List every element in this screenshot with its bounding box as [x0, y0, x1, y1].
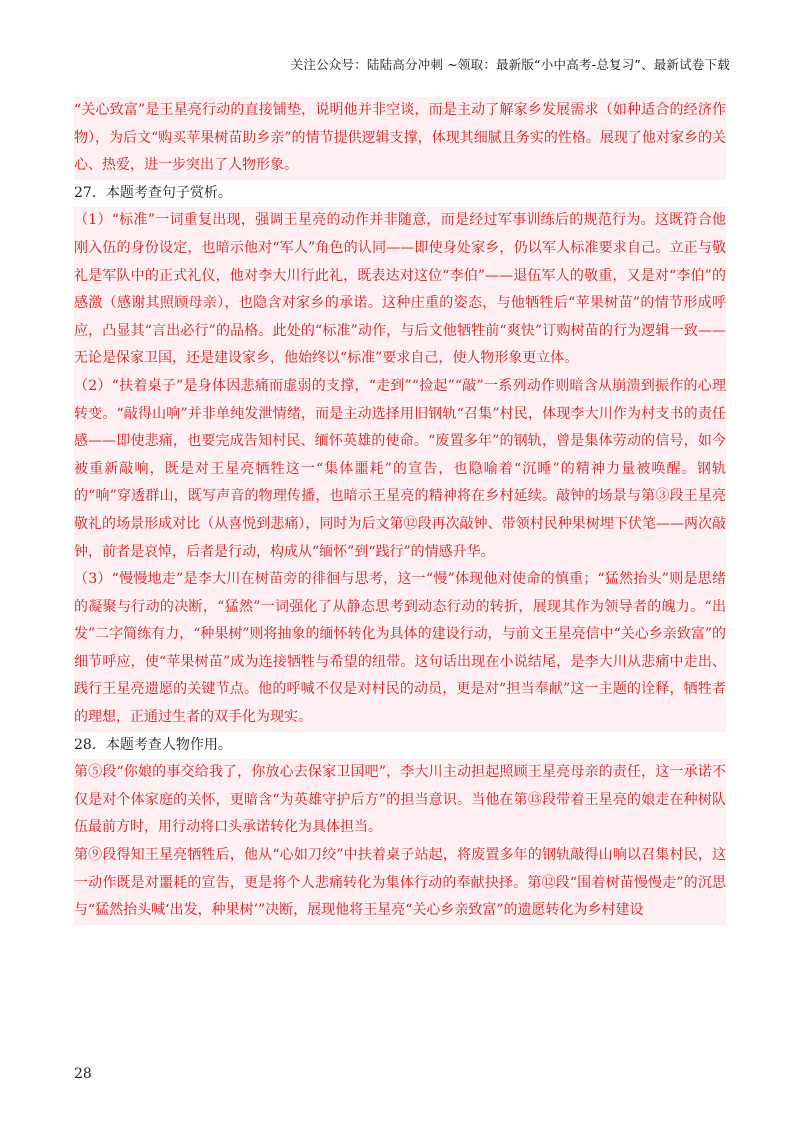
paragraph-27-part-1: （1）“标准”一词重复出现，强调王星亮的动作并非随意，而是经过军事训练后的规范行为。这既符合他刚入伍的身份设定，也暗示他对“军人”角色的认同——即使身处家乡，仍以军人标准要求自己。立正与敬礼是军队中的正式礼仪，他对李大川行此礼，既表达对这位“李伯”——退伍军人的敬重，又是对“李伯”的感激（感谢其照顾母亲），也隐含对家乡的承诺。这种庄重的姿态，与他牺牲后“苹果树苗”的情节形成呼应，凸显其“言出必行”的品格。此处的“标准”动作，与后文他牺牲前“爽快”订购树苗的行为逻辑一致——无论是保家卫国，还是建设家乡，他始终以“标准”要求自己，使人物形象更立体。 — [74, 207, 726, 373]
document-body — [74, 97, 726, 925]
heading-question-28: 28．本题考查人物作用。 — [74, 736, 232, 753]
paragraph-answer-26-end: “关心致富”是王星亮行动的直接铺垫，说明他并非空谈，而是主动了解家乡发展需求（如种适合的经济作物），为后文“购买苹果树苗助乡亲”的情节提供逻辑支撑，体现其细腻且务实的性格。展现了他对家乡的关心、热爱，进一步突出了人物形象。 — [74, 97, 726, 180]
page-number: 28 — [74, 1066, 92, 1082]
heading-question-27: 27．本题考查句子赏析。 — [74, 184, 232, 201]
page-header: 关注公众号：陆陆高分冲刺 ~领取：最新版“小中高考-总复习”、最新试卷下载 — [290, 57, 730, 72]
paragraph-27-part-3: （3）“慢慢地走”是李大川在树苗旁的徘徊与思考，这一“慢”体现他对使命的慎重；“猛然抬头”则是思绪的凝聚与行动的决断，“猛然”一词强化了从静态思考到动态行动的转折，展现其作为领导者的魄力。“出发”二字简练有力，“种果树”则将抽象的缅怀转化为具体的建设行动，与前文王星亮信中“关心乡亲致富”的细节呼应，使“苹果树苗”成为连接牺牲与希望的纽带。这句话出现在小说结尾，是李大川从悲痛中走出、践行王星亮遗愿的关键节点。他的呼喊不仅是对村民的动员，更是对“担当奉献”这一主题的诠释，牺牲者的理想，正通过生者的双手化为现实。 — [74, 566, 726, 732]
paragraph-28-part-1: 第⑤段“你娘的事交给我了，你放心去保家卫国吧”，李大川主动担起照顾王星亮母亲的责任，这一承诺不仅是对个体家庭的关怀，更暗含“为英雄守护后方”的担当意识。当他在第⑬段带着王星亮的娘走在种树队伍最前方时，用行动将口头承诺转化为具体担当。 — [74, 759, 726, 842]
paragraph-27-part-2: （2）“扶着桌子”是身体因悲痛而虚弱的支撑，“走到”“捡起”“敲”一系列动作则暗含从崩溃到振作的心理转变。“敲得山响”并非单纯发泄情绪，而是主动选择用旧钢轨“召集”村民，体现李大川作为村支书的责任感——即使悲痛，也要完成告知村民、缅怀英雄的使命。“废置多年”的钢轨，曾是集体劳动的信号，如今被重新敲响，既是对王星亮牺牲这一“集体噩耗”的宣告，也隐喻着“沉睡”的精神力量被唤醒。钢轨的“响”穿透群山，既写声音的物理传播，也暗示王星亮的精神将在乡村延续。敲钟的场景与第③段王星亮敬礼的场景形成对比（从喜悦到悲痛），同时为后文第⑫段再次敲钟、带领村民种果树埋下伏笔——两次敲钟，前者是哀悼，后者是行动，构成从“缅怀”到“践行”的情感升华。 — [74, 373, 726, 566]
paragraph-28-part-2: 第⑨段得知王星亮牺牲后，他从“心如刀绞”中扶着桌子站起，将废置多年的钢轨敲得山响以召集村民，这一动作既是对噩耗的宣告，更是将个人悲痛转化为集体行动的奉献抉择。第⑫段“围着树苗慢慢走”的沉思与“猛然抬头喊‘出发，种果树’”决断，展现他将王星亮“关心乡亲致富”的遗愿转化为乡村建设 — [74, 842, 726, 925]
